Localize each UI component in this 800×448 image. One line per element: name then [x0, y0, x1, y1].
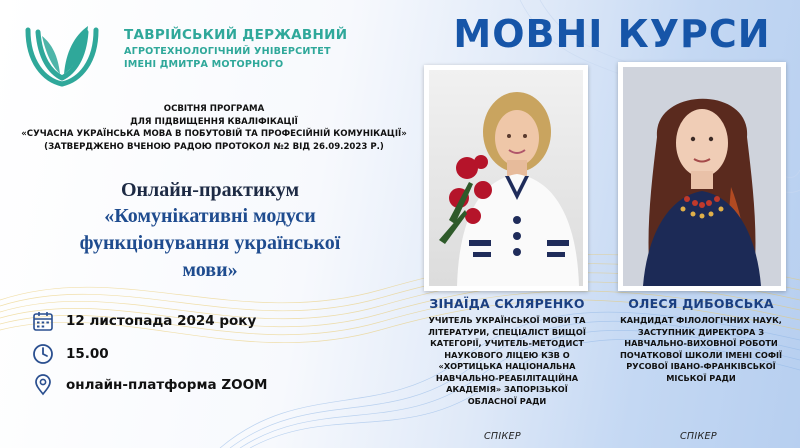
- speaker1-description-line: ЛІТЕРАТУРИ, СПЕЦІАЛІСТ ВИЩОЇ: [428, 326, 586, 337]
- event-time: 15.00: [66, 346, 109, 362]
- program-line4: (ЗАТВЕРДЖЕНО ВЧЕНОЮ РАДОЮ ПРОТОКОЛ №2 ВІД 26.09.2023 Р.): [44, 141, 384, 152]
- speaker2-name: ОЛЕСЯ ДИБОВСЬКА: [628, 296, 774, 311]
- speaker2-photo: [618, 62, 786, 291]
- speaker1-role: СПІКЕР: [484, 431, 521, 442]
- calendar-icon: [32, 310, 54, 332]
- university-name-line2: АГРОТЕХНОЛОГІЧНИЙ УНІВЕРСИТЕТ: [124, 45, 331, 57]
- speaker2-info: [606, 296, 796, 384]
- event-time-row: [32, 343, 109, 365]
- clock-icon: [32, 343, 54, 365]
- speaker2-description: [606, 315, 796, 384]
- speaker1-description-line: КАТЕГОРІЇ, УЧИТЕЛЬ-МЕТОДИСТ: [430, 338, 584, 348]
- speaker2-description-line: ЗАСТУПНИК ДИРЕКТОРА З: [637, 326, 765, 337]
- speaker2-description-line: РУСОВОЇ ІВАНО-ФРАНКІВСЬКОЇ: [626, 361, 776, 371]
- program-line2: ДЛЯ ПІДВИЩЕННЯ КВАЛІФІКАЦІЇ: [130, 116, 298, 127]
- speaker2-description-line: НАВЧАЛЬНО-ВИХОВНОЇ РОБОТИ: [624, 338, 778, 348]
- speaker1-photo: [424, 65, 588, 291]
- program-line1: ОСВІТНЯ ПРОГРАМА: [163, 104, 265, 114]
- university-name-line3: ІМЕНІ ДМИТРА МОТОРНОГО: [124, 58, 284, 70]
- speaker1-info: [412, 296, 602, 407]
- speaker1-description-line: ОБЛАСНОЇ РАДИ: [467, 395, 547, 406]
- university-name: [124, 28, 347, 70]
- event-platform-row: [32, 374, 268, 396]
- speaker1-description-line: АКАДЕМІЯ» ЗАПОРІЗЬКОЇ: [446, 384, 568, 394]
- workshop-title: [20, 178, 400, 283]
- event-platform: онлайн-платформа ZOOM: [66, 377, 268, 393]
- program-description: [14, 103, 414, 153]
- speaker1-description-line: «ХОРТИЦЬКА НАЦІОНАЛЬНА: [438, 361, 576, 371]
- location-pin-icon: [32, 374, 54, 396]
- program-line3: «СУЧАСНА УКРАЇНСЬКА МОВА В ПОБУТОВІЙ ТА ПРОФЕСІЙНІЙ КОМУНІКАЦІЇ»: [21, 129, 407, 139]
- speaker2-description-line: КАНДИДАТ ФІЛОЛОГІЧНИХ НАУК,: [620, 315, 782, 325]
- workshop-label: Онлайн-практикум: [120, 179, 300, 201]
- event-date: 12 листопада 2024 року: [66, 313, 257, 329]
- speaker1-description-line: НАВЧАЛЬНО-РЕАБІЛІТАЦІЙНА: [435, 372, 579, 383]
- speaker2-description-line: МІСЬКОЇ РАДИ: [666, 372, 736, 383]
- workshop-title-line1: «Комунікативні модуси: [104, 205, 316, 227]
- speaker1-description-line: НАУКОВОГО ЛІЦЕЮ КЗВ О: [444, 349, 570, 360]
- event-date-row: [32, 310, 256, 332]
- speaker1-name: ЗІНАЇДА СКЛЯРЕНКО: [429, 296, 585, 311]
- university-name-line1: ТАВРІЙСЬКИЙ ДЕРЖАВНИЙ: [124, 27, 348, 43]
- workshop-title-line2: функціонування української: [79, 232, 341, 254]
- speaker1-description-line: УЧИТЕЛЬ УКРАЇНСЬКОЇ МОВИ ТА: [428, 315, 586, 325]
- workshop-title-line3: мови»: [182, 259, 238, 281]
- courses-heading: МОВНІ КУРСИ: [453, 12, 771, 56]
- speaker2-description-line: ПОЧАТКОВОЇ ШКОЛИ ІМЕНІ СОФІЇ: [619, 349, 783, 360]
- book-leaf-logo-icon: [22, 22, 102, 90]
- speaker1-description: [412, 315, 602, 407]
- speaker2-role: СПІКЕР: [680, 431, 717, 442]
